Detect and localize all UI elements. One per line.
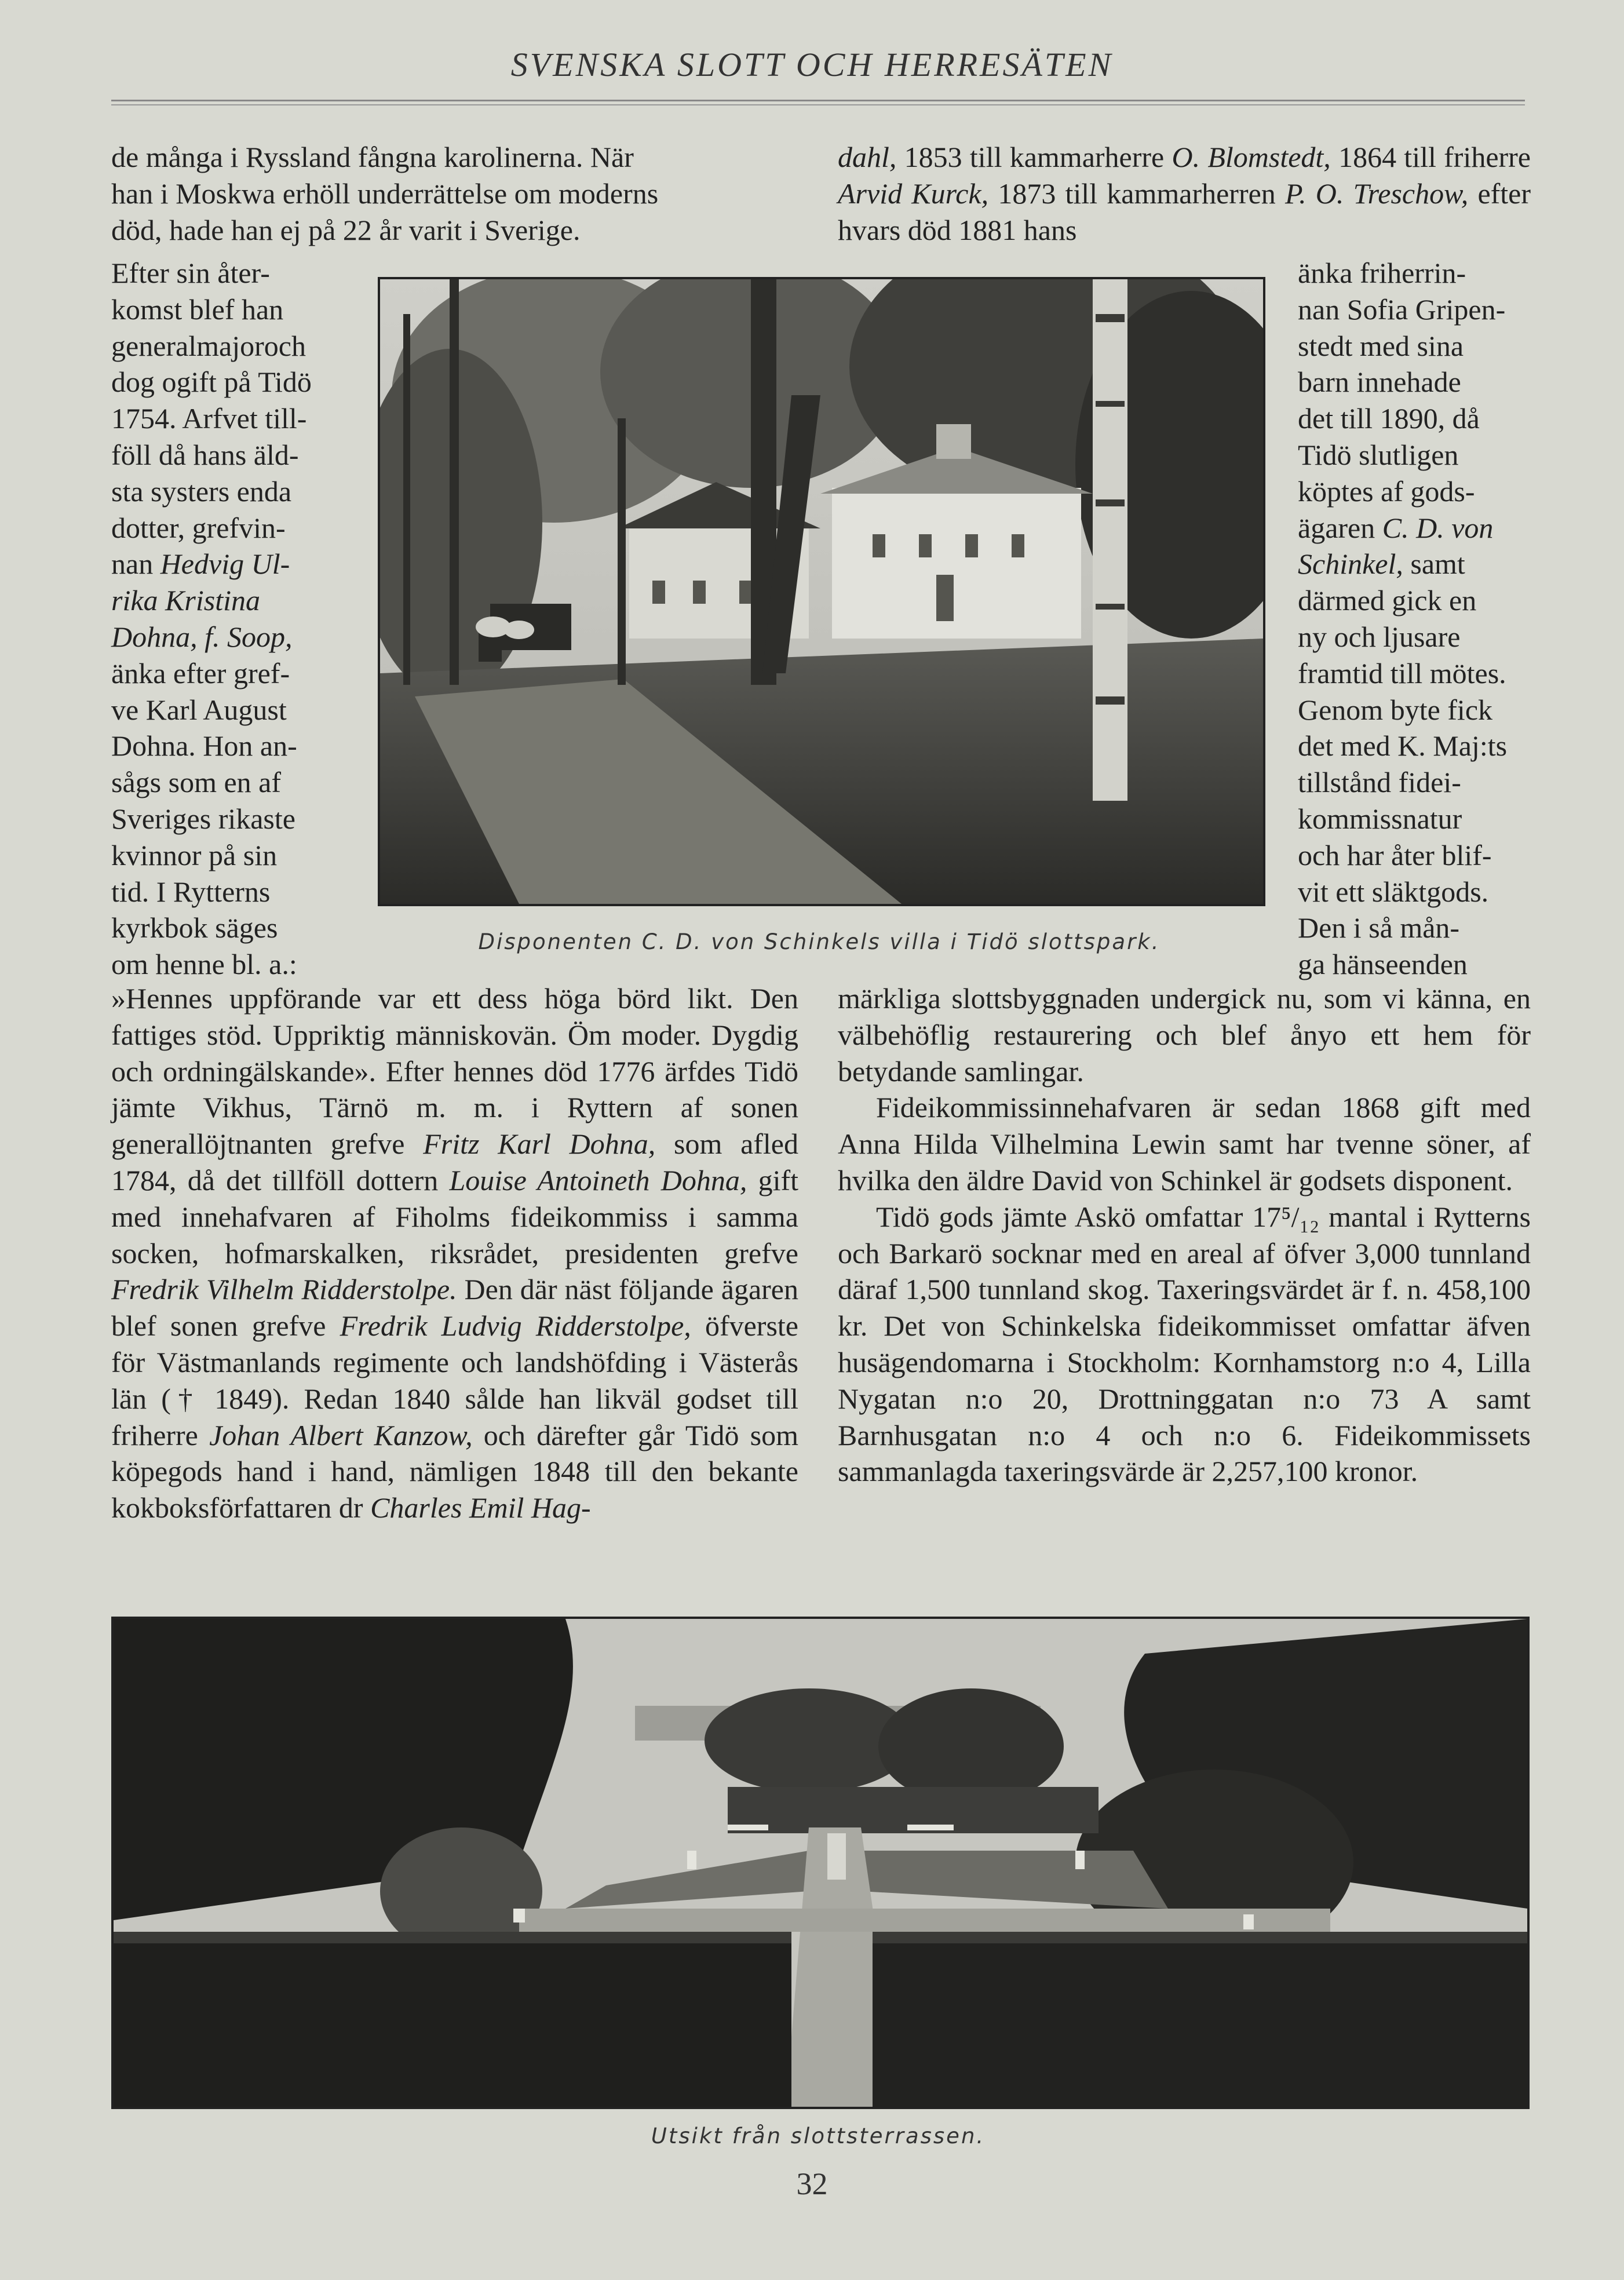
text-line: Efter sin åter- bbox=[111, 257, 270, 289]
villa-photograph bbox=[378, 277, 1265, 906]
person-name: C. D. von bbox=[1382, 511, 1494, 544]
text-line: ägaren C. D. von bbox=[1298, 511, 1494, 544]
text-line: barn innehade bbox=[1298, 366, 1461, 399]
text-line: död, hade han ej på 22 år varit i Sverige. bbox=[111, 213, 581, 246]
left-column-top bbox=[111, 139, 798, 248]
right-column-bottom bbox=[838, 980, 1531, 1490]
text-line: Sveriges rikaste bbox=[111, 802, 295, 835]
text-line: sta systers enda bbox=[111, 475, 292, 508]
text-line: framtid till mötes. bbox=[1298, 656, 1506, 690]
text-line: dog ogift på Tidö bbox=[111, 366, 312, 399]
person-name: Arvid Kurck, bbox=[838, 177, 989, 210]
terrace-photograph bbox=[111, 1617, 1530, 2109]
text-line: Schinkel, samt bbox=[1298, 548, 1465, 581]
text-line: nan Hedvig Ul- bbox=[111, 548, 290, 581]
text-line: Genom byte fick bbox=[1298, 693, 1493, 726]
text-line: vit ett släktgods. bbox=[1298, 875, 1489, 908]
text-line: och har åter blif- bbox=[1298, 838, 1492, 871]
person-name: Fritz Karl Dohna, bbox=[423, 1128, 656, 1161]
text-line: därmed gick en bbox=[1298, 584, 1477, 617]
text-line bbox=[111, 619, 342, 655]
left-column-bottom bbox=[111, 980, 798, 1526]
text-line: kyrkbok säges bbox=[111, 911, 278, 944]
villa-caption: Disponenten C. D. von Schinkels villa i Tidö slottspark. bbox=[478, 929, 1160, 954]
text-line: nan Sofia Gripen- bbox=[1298, 293, 1506, 326]
paragraph: dahl, 1853 till kammarherre O. Blomstedt, 1864 till friherre Arvid Kurck, 1873 till kammarherren P. O. Treschow, efter hvars död 1881 hans bbox=[838, 141, 1531, 246]
person-name: Schinkel, bbox=[1298, 548, 1403, 581]
villa-image bbox=[380, 279, 1263, 904]
text-line: sågs som en af bbox=[111, 766, 281, 799]
text-line: tillstånd fidei- bbox=[1298, 766, 1461, 799]
person-name: Charles Emil Hag- bbox=[370, 1491, 591, 1524]
text-line: om henne bl. a.: bbox=[111, 948, 297, 981]
text-line bbox=[111, 582, 342, 619]
text-line: komst blef han bbox=[111, 293, 284, 326]
header-rule-thin bbox=[111, 104, 1525, 105]
person-name: Johan Albert Kanzow, bbox=[209, 1418, 473, 1451]
terrace-caption: Utsikt från slottsterrassen. bbox=[651, 2124, 986, 2148]
text-line: det till 1890, då bbox=[1298, 402, 1480, 435]
text-line: dotter, grefvin- bbox=[111, 511, 286, 544]
text-line: stedt med sina bbox=[1298, 329, 1464, 362]
text-line: änka efter gref- bbox=[111, 656, 290, 690]
text-line: änka friherrin- bbox=[1298, 257, 1466, 289]
text-line: Den i så mån- bbox=[1298, 911, 1460, 944]
right-column-narrow bbox=[1298, 255, 1531, 983]
paragraph: Tidö gods jämte Askö omfattar 17⁵/₁₂ mantal i Rytterns och Barkarö socknar med en areal af öfver 3,000 tunnland däraf 1,500 tunnland skog. Taxeringsvärdet är f. n. 458,100 kr. Det von Schinkelska fideikommisset omfattar äfven husägendomarna i Stockholm: Kornhamstorg n:o 4, Lilla Nygatan n:o 20, Drottninggatan n:o 73 A samt Barnhusgatan n:o 4 och n:o 6. Fideikommissets sammanlagda taxeringsvärde är 2,257,100 kronor. bbox=[838, 1200, 1531, 1488]
person-name: P. O. Treschow, bbox=[1285, 177, 1469, 210]
text-line: han i Moskwa erhöll underrättelse om moderns bbox=[111, 177, 659, 210]
text-line: ny och ljusare bbox=[1298, 620, 1461, 653]
header-rule bbox=[111, 100, 1525, 101]
text-line: föll då hans äld- bbox=[111, 438, 299, 471]
text-line: de många i Ryssland fångna karolinerna. När bbox=[111, 141, 634, 173]
text-line: tid. I Rytterns bbox=[111, 875, 271, 908]
page-number: 32 bbox=[796, 2166, 828, 2201]
person-name: rika Kristina bbox=[111, 584, 260, 617]
text-line: 1754. Arfvet till- bbox=[111, 402, 307, 435]
paragraph: märkliga slottsbyggnaden undergick nu, som vi känna, en välbehöflig restaurering och blef ånyo ett hem för betydande samlingar. bbox=[838, 982, 1531, 1088]
person-name: Louise Antoineth Dohna, bbox=[449, 1163, 747, 1196]
person-name: Dohna, f. Soop, bbox=[111, 620, 293, 653]
text-line: Tidö slutligen bbox=[1298, 438, 1459, 471]
text-line: ve Karl August bbox=[111, 693, 287, 726]
text-line: ga hänseenden bbox=[1298, 948, 1468, 981]
person-name: O. Blomstedt, bbox=[1172, 141, 1331, 173]
right-column-top bbox=[838, 139, 1531, 248]
paragraph: Fideikommissinnehafvaren är sedan 1868 gift med Anna Hilda Vilhelmina Lewin samt har tvenne söner, af hvilka den äldre David von Schinkel är godsets disponent. bbox=[838, 1091, 1531, 1196]
text-line: kvinnor på sin bbox=[111, 838, 278, 871]
person-name: Fredrik Ludvig Ridderstolpe, bbox=[340, 1309, 691, 1343]
text-line: köptes af gods- bbox=[1298, 475, 1475, 508]
running-head: SVENSKA SLOTT OCH HERRESÄTEN bbox=[510, 46, 1114, 83]
terrace-image bbox=[114, 1619, 1527, 2107]
text-line: Dohna. Hon an- bbox=[111, 729, 297, 763]
person-name: Hedvig Ul- bbox=[160, 548, 290, 581]
text-line: kommissnatur bbox=[1298, 802, 1462, 835]
text-line: det med K. Maj:ts bbox=[1298, 729, 1508, 763]
person-name: Fredrik Vilhelm Ridderstolpe. bbox=[111, 1273, 457, 1306]
text-line: generalmajoroch bbox=[111, 329, 306, 362]
paragraph: »Hennes uppförande var ett dess höga börd likt. Den fattiges stöd. Uppriktig människovän. Öm moder. Dygdig och ordningälskande». Efter hennes död 1776 ärfdes Tidö jämte Vikhus, Tärnö m. m. i Ryttern af sonen generallöjtnanten grefve Fritz Karl Dohna, som afled 1784, då det tillföll dottern Louise Antoineth Dohna, gift med innehafvaren af Fiholms fideikommiss i samma socken, hofmarskalken, riksrådet, presidenten grefve Fredrik Vilhelm Ridderstolpe. Den där näst följande ägaren blef sonen grefve Fredrik Ludvig Ridderstolpe, öfverste för Västmanlands regimente och landshöfding i Västerås län († 1849). Redan 1840 sålde han likväl godset till friherre Johan Albert Kanzow, och därefter går Tidö som köpegods hand i hand, nämligen 1848 till den bekante kokboksförfattaren dr Charles Emil Hag- bbox=[111, 982, 799, 1524]
left-column-narrow bbox=[111, 255, 342, 983]
person-name: dahl, bbox=[838, 141, 897, 173]
